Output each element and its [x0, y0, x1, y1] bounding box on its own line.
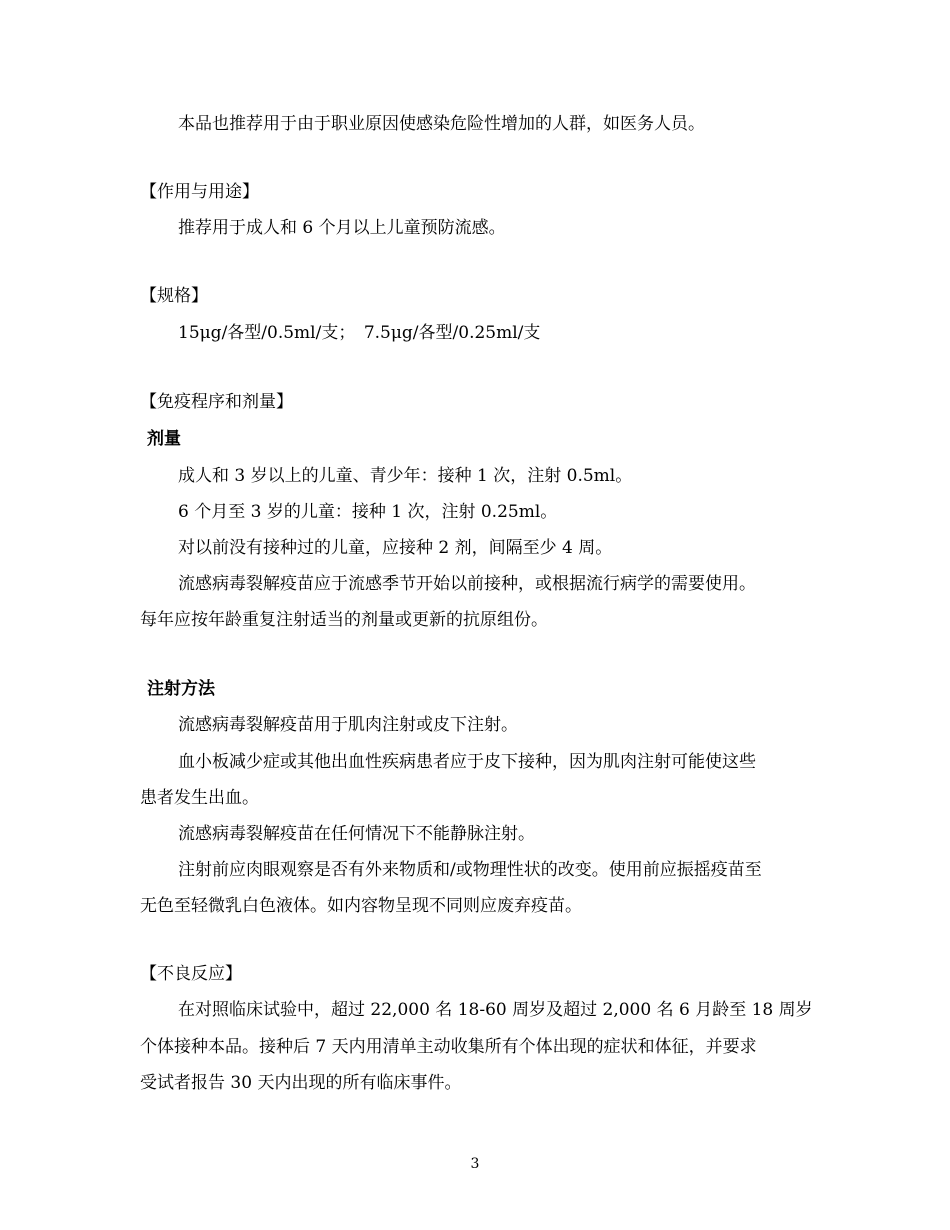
- paragraph-line: 15μg/各型/0.5ml/支； 7.5μg/各型/0.25ml/支: [178, 323, 541, 343]
- paragraph-line: 在对照临床试验中，超过 22,000 名 18-60 周岁及超过 2,000 名 6 月龄至 18 周岁: [178, 1000, 813, 1020]
- paragraph-line: 本品也推荐用于由于职业原因使感染危险性增加的人群，如医务人员。: [178, 114, 705, 134]
- paragraph-line: 推荐用于成人和 6 个月以上儿童预防流感。: [178, 218, 506, 238]
- page-number: 3: [470, 1156, 480, 1172]
- paragraph-line: 患者发生出血。: [140, 788, 259, 808]
- subheading-method: 注射方法: [147, 679, 215, 699]
- paragraph-line: 受试者报告 30 天内出现的所有临床事件。: [140, 1073, 462, 1093]
- section-heading-adverse: 【不良反应】: [140, 964, 242, 984]
- paragraph-line: 6 个月至 3 岁的儿童：接种 1 次，注射 0.25ml。: [178, 502, 558, 522]
- paragraph-line: 流感病毒裂解疫苗用于肌肉注射或皮下注射。: [178, 715, 518, 735]
- paragraph-line: 流感病毒裂解疫苗应于流感季节开始以前接种，或根据流行病学的需要使用。: [178, 574, 756, 594]
- subheading-dose: 剂量: [147, 429, 181, 449]
- section-heading-dosage: 【免疫程序和剂量】: [140, 392, 293, 412]
- paragraph-line: 注射前应肉眼观察是否有外来物质和/或物理性状的改变。使用前应振摇疫苗至: [178, 860, 762, 880]
- paragraph-line: 无色至轻微乳白色液体。如内容物呈现不同则应废弃疫苗。: [140, 896, 582, 916]
- paragraph-line: 每年应按年龄重复注射适当的剂量或更新的抗原组份。: [140, 610, 548, 630]
- section-heading-usage: 【作用与用途】: [140, 182, 259, 202]
- paragraph-line: 血小板减少症或其他出血性疾病患者应于皮下接种，因为肌肉注射可能使这些: [178, 752, 756, 772]
- paragraph-line: 流感病毒裂解疫苗在任何情况下不能静脉注射。: [178, 824, 535, 844]
- paragraph-line: 个体接种本品。接种后 7 天内用清单主动收集所有个体出现的症状和体征，并要求: [140, 1037, 757, 1057]
- paragraph-line: 对以前没有接种过的儿童，应接种 2 剂，间隔至少 4 周。: [178, 538, 613, 558]
- paragraph-line: 成人和 3 岁以上的儿童、青少年：接种 1 次，注射 0.5ml。: [178, 466, 633, 486]
- section-heading-spec: 【规格】: [140, 286, 208, 306]
